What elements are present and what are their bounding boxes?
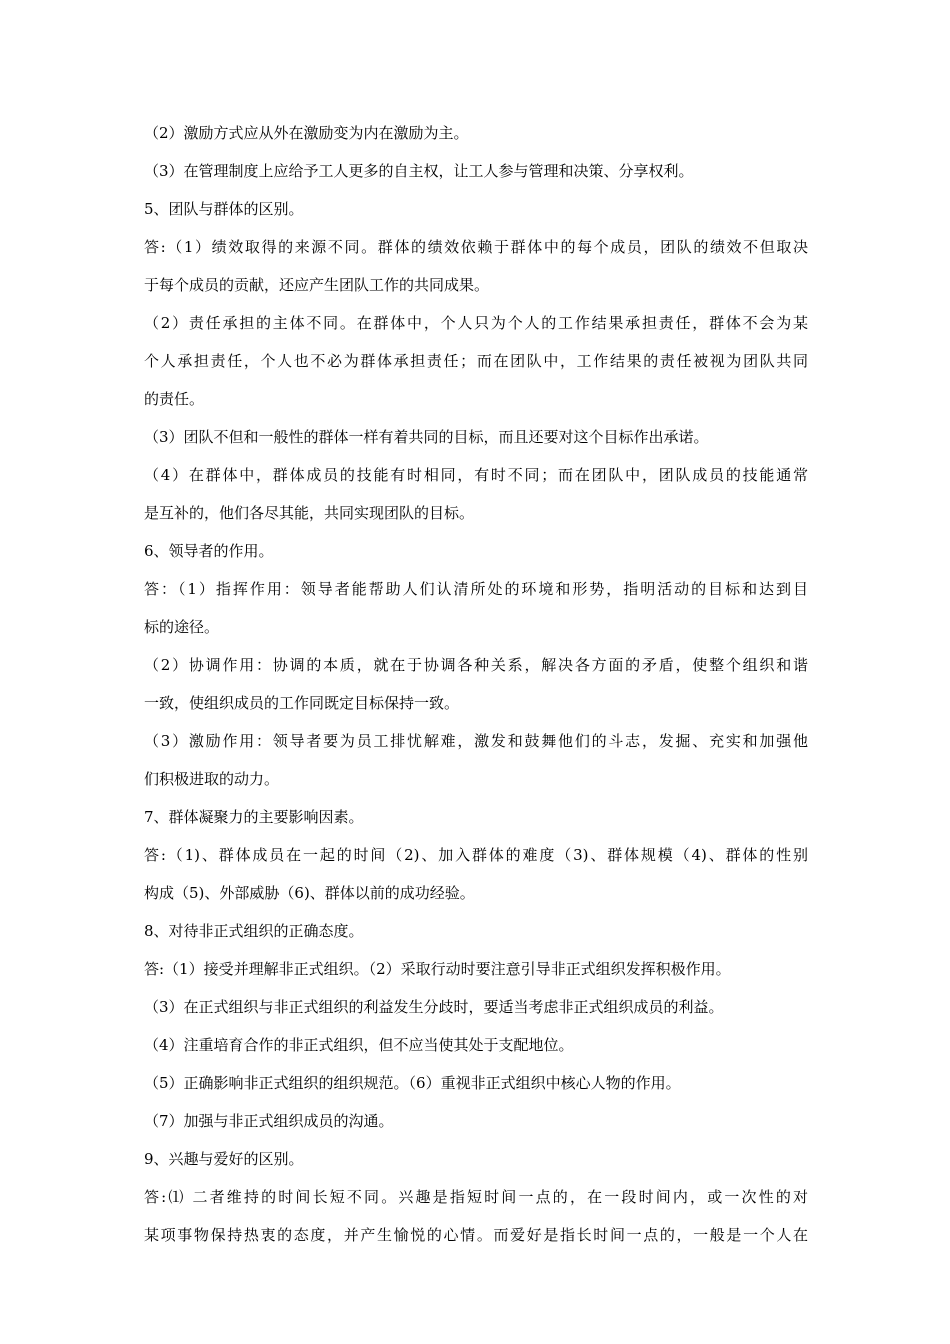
section-heading: 7、群体凝聚力的主要影响因素。 [144,808,364,826]
text-line: 构成（5)、外部威胁（6)、群体以前的成功经验。 [144,884,475,902]
text-line: （4）在群体中，群体成员的技能有时相同，有时不同；而在团队中，团队成员的技能通常 [144,466,808,484]
text-line: 是互补的，他们各尽其能，共同实现团队的目标。 [144,504,475,522]
text-line: （3）在管理制度上应给予工人更多的自主权，让工人参与管理和决策、分享权利。 [144,162,694,180]
section-heading: 5、团队与群体的区别。 [144,200,304,218]
text-line: 的责任。 [144,390,205,408]
section-heading: 8、对待非正式组织的正确态度。 [144,922,364,940]
text-line: （7）加强与非正式组织成员的沟通。 [144,1112,394,1130]
text-line: 答：（1）指挥作用：领导者能帮助人们认清所处的环境和形势，指明活动的目标和达到目 [144,580,808,598]
text-line: （2）责任承担的主体不同。在群体中，个人只为个人的工作结果承担责任，群体不会为某 [144,314,808,332]
text-line: （5）正确影响非正式组织的组织规范。（6）重视非正式组织中核心人物的作用。 [144,1074,681,1092]
text-line: 某项事物保持热衷的态度，并产生愉悦的心情。而爱好是指长时间一点的，一般是一个人在 [144,1226,808,1244]
text-line: （3）在正式组织与非正式组织的利益发生分歧时，要适当考虑非正式组织成员的利益。 [144,998,724,1016]
text-line: 们积极进取的动力。 [144,770,280,788]
text-line: （2）激励方式应从外在激励变为内在激励为主。 [144,124,469,142]
text-line: （2）协调作用：协调的本质，就在于协调各种关系，解决各方面的矛盾，使整个组织和谐 [144,656,808,674]
text-line: （3）激励作用：领导者要为员工排忧解难，激发和鼓舞他们的斗志，发掘、充实和加强他 [144,732,808,750]
text-line: 答:（1)、群体成员在一起的时间（2)、加入群体的难度（3)、群体规模（4)、群体的性别 [144,846,808,864]
text-line: 一致，使组织成员的工作同既定目标保持一致。 [144,694,460,712]
text-line: 答:（1）绩效取得的来源不同。群体的绩效依赖于群体中的每个成员，团队的绩效不但取决 [144,238,808,256]
section-heading: 6、领导者的作用。 [144,542,274,560]
text-line: （4）注重培育合作的非正式组织，但不应当使其处于支配地位。 [144,1036,574,1054]
text-line: 个人承担责任，个人也不必为群体承担责任；而在团队中，工作结果的责任被视为团队共同 [144,352,808,370]
text-line: 答:⑴ 二者维持的时间长短不同。兴趣是指短时间一点的，在一段时间内，或一次性的对 [144,1188,808,1206]
text-line: （3）团队不但和一般性的群体一样有着共同的目标，而且还要对这个目标作出承诺。 [144,428,709,446]
document-page [144,114,808,1254]
section-heading: 9、兴趣与爱好的区别。 [144,1150,304,1168]
text-line: 于每个成员的贡献，还应产生团队工作的共同成果。 [144,276,490,294]
text-line: 答:（1）接受并理解非正式组织。（2）采取行动时要注意引导非正式组织发挥积极作用。 [144,960,731,978]
text-line: 标的途径。 [144,618,220,636]
